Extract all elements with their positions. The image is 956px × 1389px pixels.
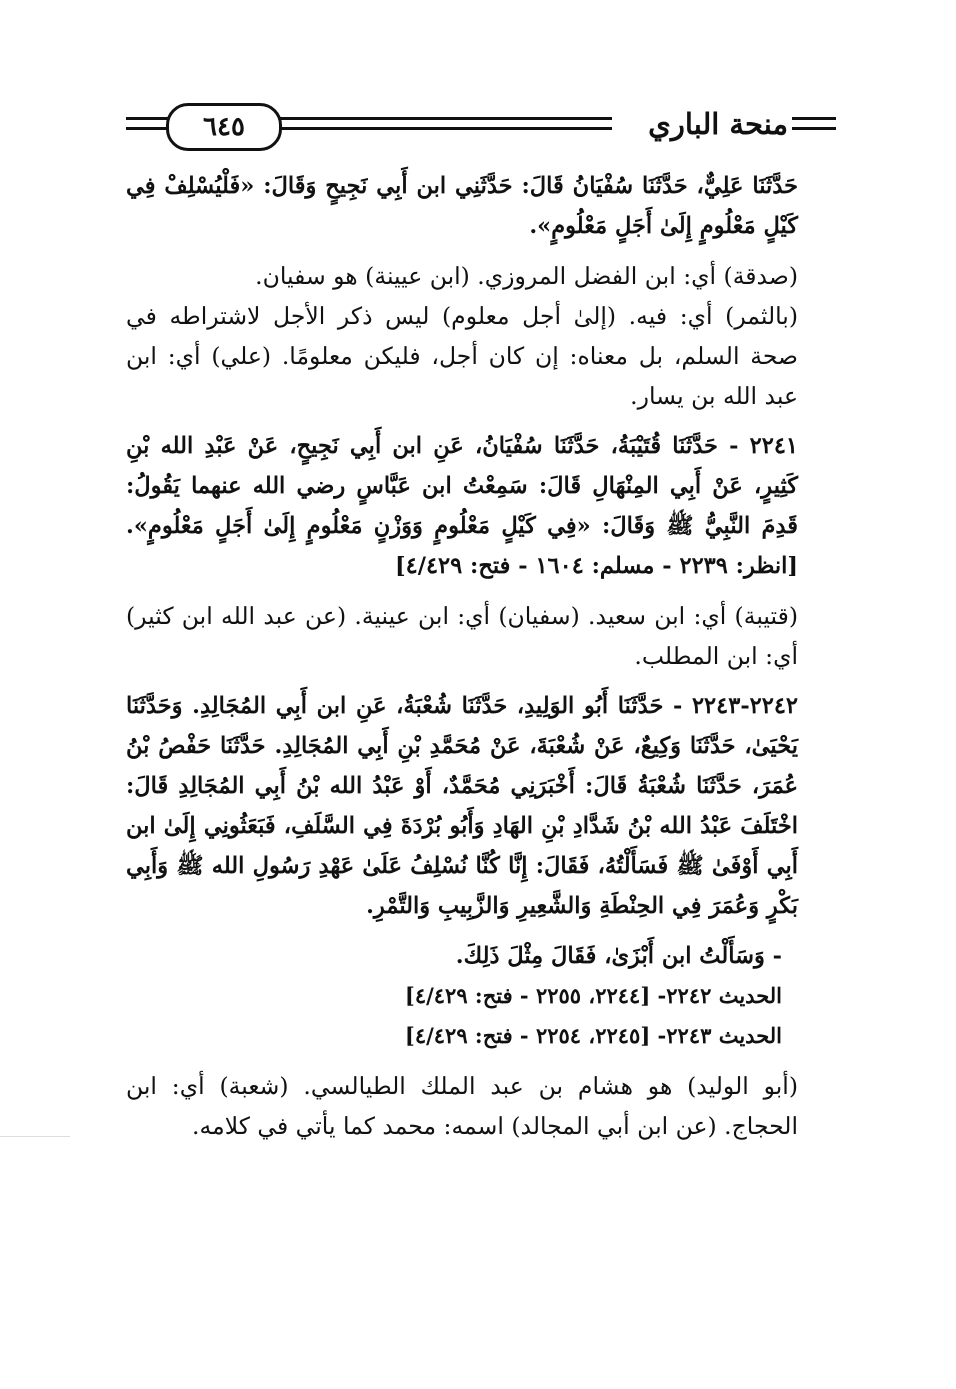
header-rule (276, 127, 612, 130)
commentary-paragraph: (أبو الوليد) هو هشام بن عبد الملك الطيالسي. (شعبة) أي: ابن الحجاج. (عن ابن أبي المجالد) اسمه: محمد كما يأتي في كلامه. (126, 1072, 798, 1140)
header-rule (276, 117, 612, 120)
page-number: ٦٤٥ (166, 103, 282, 151)
commentary-paragraph: (بالثمر) أي: فيه. (إلىٰ أجل معلوم) ليس ذكر الأجل لاشتراطه في صحة السلم، بل معناه: إن كان أجل، فليكن معلومًا. (علي) أي: ابن عبد الله بن يسار. (126, 302, 798, 410)
main-text (126, 166, 842, 1146)
hadith-text: حَدَّثَنَا عَلِيٌّ، حَدَّثَنَا سُفْيَانُ قَالَ: حَدَّثَنِي ابن أَبِي نَجِيحٍ وَقَالَ: «فَلْيُسْلِفْ فِي كَيْلٍ مَعْلُومٍ إِلَىٰ أَجَلٍ مَعْلُومٍ». (126, 173, 798, 239)
commentary-paragraph: (قتيبة) أي: ابن سعيد. (سفيان) أي: ابن عينية. (عن عبد الله ابن كثير) أي: ابن المطلب. (126, 602, 798, 670)
header-rule (792, 117, 836, 120)
hadith-reference: الحديث ٢٢٤٢- [٢٢٤٤، ٢٢٥٥ - فتح: ٤/٤٢٩] (404, 983, 782, 1008)
page-header (126, 103, 836, 159)
header-rule (792, 127, 836, 130)
hadith-text: ٢٢٤٢-٢٢٤٣ - حَدَّثَنَا أَبُو الوَلِيدِ، حَدَّثَنَا شُعْبَةُ، عَنِ ابن أَبِي المُجَالِدِ. وَحَدَّثَنَا يَحْيَىٰ، حَدَّثَنَا وَكِيعٌ، عَنْ شُعْبَةَ، عَنْ مُحَمَّدِ بْنِ أَبِي المُجَالِدِ. حَدَّثَنَا حَفْصُ بْنُ عُمَرَ، حَدَّثَنَا شُعْبَةُ قَالَ: أَخْبَرَنِي مُحَمَّدٌ، أَوْ عَبْدُ الله بْنُ أَبِي المُجَالِدِ قَالَ: اخْتَلَفَ عَبْدُ الله بْنُ شَدَّادِ بْنِ الهَادِ وَأَبُو بُرْدَةَ فِي السَّلَفِ، فَبَعَثُونِي إِلَىٰ ابن أَبِي أَوْفَىٰ ﷺ فَسَأَلْتُهُ، فَقَالَ: إِنَّا كُنَّا نُسْلِفُ عَلَىٰ عَهْدِ رَسُولِ الله ﷺ وَأَبِي بَكْرٍ وَعُمَرَ فِي الحِنْطَةِ وَالشَّعِيرِ وَالزَّبِيبِ وَالتَّمْرِ. (126, 693, 798, 919)
running-title: منحة الباري (648, 107, 788, 141)
hadith-reference: الحديث ٢٢٤٣- [٢٢٤٥، ٢٢٥٤ - فتح: ٤/٤٢٩] (404, 1023, 782, 1048)
hadith-text: - وَسَأَلْتُ ابن أَبْزَىٰ، فَقَالَ مِثْلَ ذَلِكَ. (455, 943, 782, 969)
commentary-paragraph: (صدقة) أي: ابن الفضل المروزي. (ابن عيينة) هو سفيان. (255, 262, 798, 290)
hadith-text: ٢٢٤١ - حَدَّثَنَا قُتَيْبَةُ، حَدَّثَنَا سُفْيَانُ، عَنِ ابن أَبِي نَجِيحٍ، عَنْ عَبْدِ الله بْنِ كَثِيرٍ، عَنْ أَبِي المِنْهَالِ قَالَ: سَمِعْتُ ابن عَبَّاسٍ رضي الله عنهما يَقُولُ: قَدِمَ النَّبِيُّ ﷺ وَقَالَ: «فِي كَيْلٍ مَعْلُومٍ وَوَزْنٍ مَعْلُومٍ إِلَىٰ أَجَلٍ مَعْلُومٍ». [انظر: ٢٢٣٩ - مسلم: ١٦٠٤ - فتح: ٤/٤٢٩] (126, 433, 798, 579)
scan-margin-mark (0, 1136, 70, 1137)
